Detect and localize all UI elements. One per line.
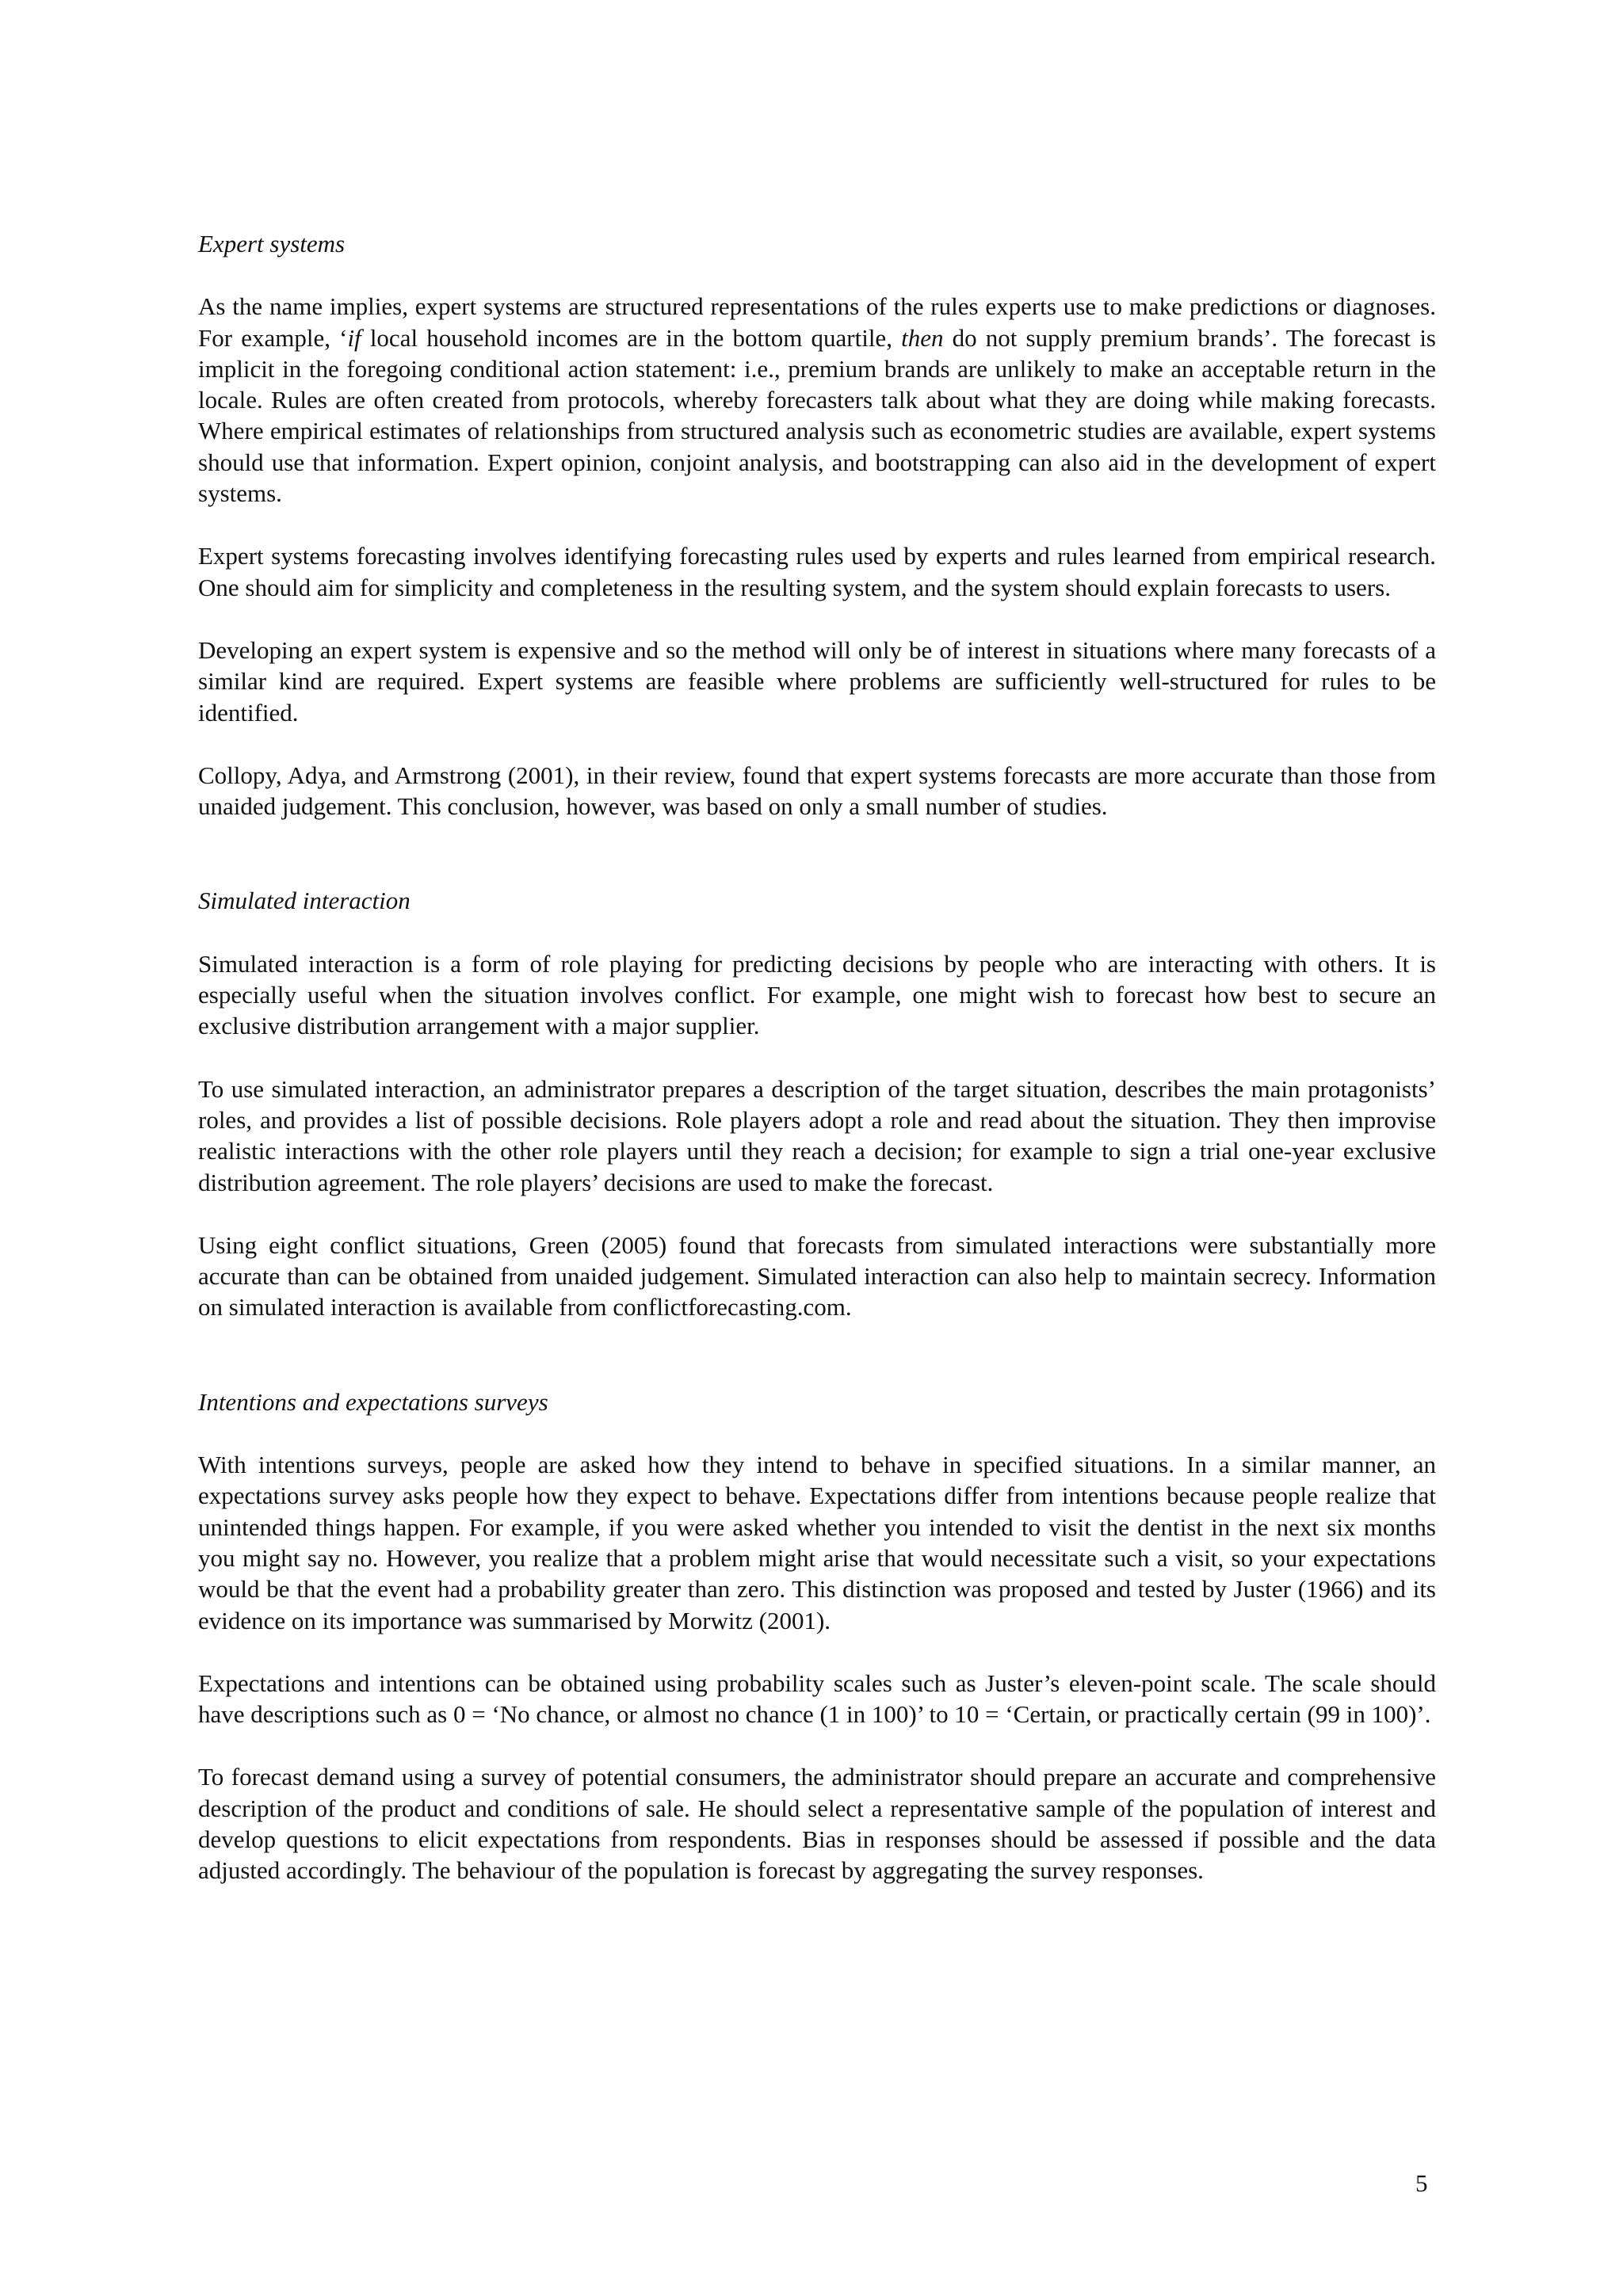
page-number: 5 [1415, 2169, 1428, 2197]
paragraph [198, 948, 1436, 1042]
text-run: do not supply premium brands’. The forecast is implicit in the foregoing conditional action statement: i.e., premium brands are unlikely to make an acceptable return in the locale. Rules are often created from protocols, whereby forecasters talk about what they are doing while making forecasts. Where empirical estimates of relationships from structured analysis such as econometric studies are available, expert systems should use that information. Expert opinion, conjoint analysis, and bootstrapping can also aid in the development of expert systems. [198, 323, 1436, 508]
paragraph [198, 1230, 1436, 1323]
document-page [198, 228, 1436, 1918]
text-run: Using eight conflict situations, Green (2005) found that forecasts from simulated interactions were substantially more accurate than can be obtained from unaided judgement. Simulated interaction can also help to maintain secrecy. Information on simulated interaction is available from conflictforecasting.com. [198, 1230, 1436, 1322]
text-run: Collopy, Adya, and Armstrong (2001), in their review, found that expert systems forecasts are more accurate than those from unaided judgement. This conclusion, however, was based on only a small number of studies. [198, 761, 1436, 821]
italic-run: if [347, 323, 361, 352]
paragraph [198, 1074, 1436, 1198]
paragraph [198, 1761, 1436, 1886]
text-run: As the name implies, expert systems are structured representations of the rules experts use to make predictions or diagnoses. For example, ‘ [198, 292, 1436, 352]
paragraph [198, 760, 1436, 822]
paragraph [198, 635, 1436, 728]
text-run: Simulated interaction is a form of role playing for predicting decisions by people who are interacting with others. It is especially useful when the situation involves conflict. For example, one might wish to forecast how best to secure an exclusive distribution arrangement with a major supplier. [198, 949, 1436, 1040]
text-run: With intentions surveys, people are asked how they intend to behave in specified situations. In a similar manner, an expectations survey asks people how they expect to behave. Expectations differ from intentions because people realize that unintended things happen. For example, if you were asked whether you intended to visit the dentist in the next six months you might say no. However, you realize that a problem might arise that would necessitate such a visit, so your expectations would be that the event had a probability greater than zero. This distinction was proposed and tested by Juster (1966) and its evidence on its importance was summarised by Morwitz (2001). [198, 1451, 1436, 1634]
text-run: Expert systems forecasting involves identifying forecasting rules used by experts and rules learned from empirical research. One should aim for simplicity and completeness in the resulting system, and the system should explain forecasts to users. [198, 542, 1436, 601]
section-simulated-interaction [198, 885, 1436, 1322]
text-run: Expectations and intentions can be obtained using probability scales such as Juster’s eleven-point scale. The scale should have descriptions such as 0 = ‘No chance, or almost no chance (1 in 100)’ to 10 = ‘Certain, or practically certain (99 in 100)’. [198, 1669, 1436, 1729]
paragraph [198, 1449, 1436, 1636]
text-run: To use simulated interaction, an administrator prepares a description of the target situation, describes the main protagonists’ roles, and provides a list of possible decisions. Role players adopt a role and read about the situation. They then improvise realistic interactions with the other role players until they reach a decision; for example to sign a trial one-year exclusive distribution agreement. The role players’ decisions are used to make the forecast. [198, 1074, 1436, 1196]
section-heading: Intentions and expectations surveys [198, 1387, 548, 1416]
paragraph [198, 540, 1436, 603]
section-heading: Expert systems [198, 230, 346, 257]
section-intentions-expectations-surveys [198, 1386, 1436, 1886]
text-run: To forecast demand using a survey of potential consumers, the administrator should prepare an accurate and comprehensive description of the product and conditions of sale. He should select a representative sample of the population of interest and develop questions to elicit expectations from respondents. Bias in responses should be assessed if possible and the data adjusted accordingly. The behaviour of the population is forecast by aggregating the survey responses. [198, 1763, 1436, 1885]
italic-run: then [901, 323, 944, 352]
text-run: Developing an expert system is expensive and so the method will only be of interest in situations where many forecasts of a similar kind are required. Expert systems are feasible where problems are sufficiently well-structured for rules to be identified. [198, 635, 1436, 727]
text-run: local household incomes are in the bottom quartile, [361, 323, 902, 352]
paragraph [198, 1668, 1436, 1730]
section-heading: Simulated interaction [198, 887, 411, 915]
paragraph [198, 291, 1436, 509]
section-expert-systems [198, 228, 1436, 822]
